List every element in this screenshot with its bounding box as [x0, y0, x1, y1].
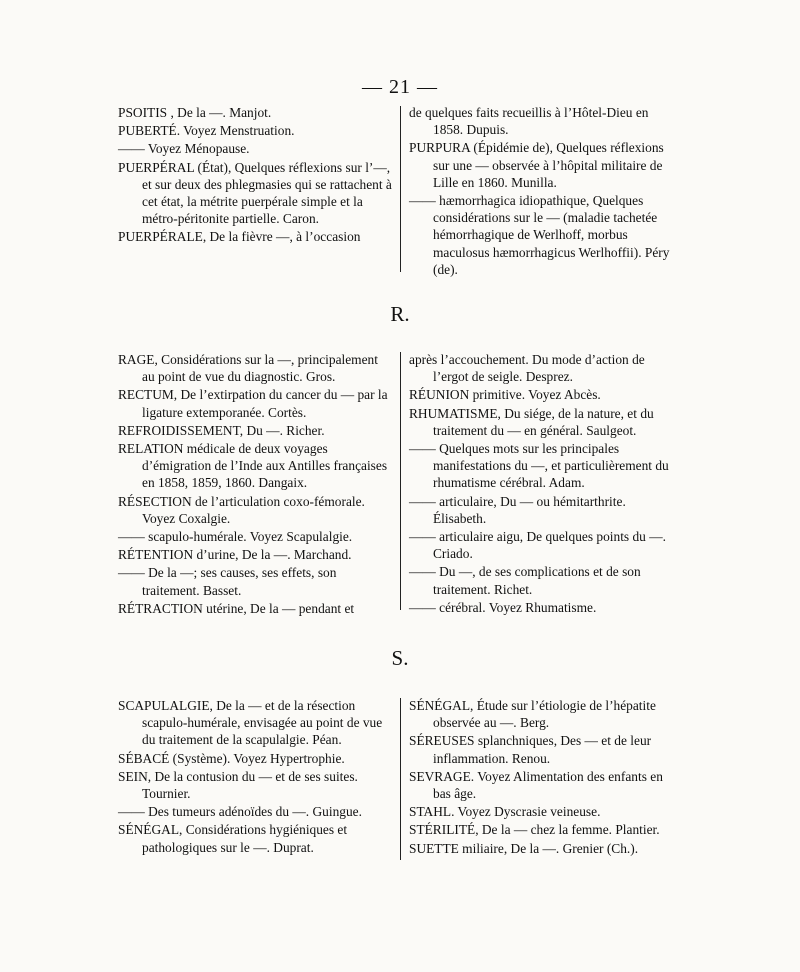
index-entry: STAHL. Voyez Dyscrasie veineuse. — [409, 804, 601, 820]
index-entry: REFROIDISSEMENT, Du —. Richer. — [118, 422, 325, 438]
index-entry: —— hæmorrhagica idiopathique, Quelques considérations sur le — (maladie tachetée hémorrhagique de Werlhoff, morbus maculosus hæmorrhagicus Werlhoffii). Péry (de). — [409, 193, 670, 277]
column-right-s — [409, 697, 681, 858]
index-entry: après l’accouchement. Du mode d’action de l’ergot de seigle. Desprez. — [409, 352, 645, 385]
index-entry: PUBERTÉ. Voyez Menstruation. — [118, 123, 295, 139]
index-entry: —— Quelques mots sur les principales manifestations du —, et particulièrement du rhumatisme cérébral. Adam. — [409, 441, 669, 491]
index-entry: de quelques faits recueillis à l’Hôtel-Dieu en 1858. Dupuis. — [409, 105, 649, 138]
section-letter-s: S. — [391, 646, 409, 670]
index-entry: SÉNÉGAL, Étude sur l’étiologie de l’hépatite observée au —. Berg. — [409, 698, 656, 731]
index-entry: —— Du —, de ses complications et de son traitement. Richet. — [409, 564, 641, 597]
column-divider — [400, 106, 401, 272]
index-entry: RÉUNION primitive. Voyez Abcès. — [409, 387, 601, 403]
index-entry: RÉTENTION d’urine, De la —. Marchand. — [118, 547, 352, 563]
column-right-r — [409, 351, 681, 617]
column-divider — [400, 352, 401, 610]
index-entry: PURPURA (Épidémie de), Quelques réflexions sur une — observée à l’hôpital militaire de Lille en 1860. Munilla. — [409, 140, 664, 190]
column-left-s — [118, 697, 392, 857]
index-entry: RELATION médicale de deux voyages d’émigration de l’Inde aux Antilles françaises en 1858, 1859, 1860. Dangaix. — [118, 441, 388, 491]
section-letter-r: R. — [390, 302, 410, 326]
index-entry: —— cérébral. Voyez Rhumatisme. — [409, 599, 597, 615]
page-number: — 21 — — [362, 76, 438, 98]
index-entry: —— Des tumeurs adénoïdes du —. Guingue. — [118, 804, 362, 820]
index-entry: SCAPULALGIE, De la — et de la résection scapulo-humérale, envisagée au point de vue du traitement de la scapulalgie. Péan. — [118, 698, 383, 748]
index-entry: RECTUM, De l’extirpation du cancer du — par la ligature extemporanée. Cortès. — [118, 387, 388, 420]
index-entry: RHUMATISME, Du siége, de la nature, et du traitement du — en général. Saulgeot. — [409, 405, 654, 438]
index-entry: —— articulaire aigu, De quelques points du —. Criado. — [409, 529, 666, 562]
index-entry: RAGE, Considérations sur la —, principalement au point de vue du diagnostic. Gros. — [118, 352, 378, 385]
index-entry: SÉREUSES splanchniques, Des — et de leur inflammation. Renou. — [409, 733, 652, 766]
index-entry: —— scapulo-humérale. Voyez Scapulalgie. — [118, 529, 353, 545]
index-entry: SÉBACÉ (Système). Voyez Hypertrophie. — [118, 750, 345, 766]
index-entry: —— articulaire, Du — ou hémitarthrite. Élisabeth. — [409, 493, 626, 526]
index-entry: RÉTRACTION utérine, De la — pendant et — [118, 600, 355, 616]
column-right-p — [409, 104, 681, 279]
index-entry: —— De la —; ses causes, ses effets, son traitement. Basset. — [118, 565, 337, 598]
index-entry: —— Voyez Ménopause. — [118, 141, 250, 157]
index-entry: PSOITIS , De la —. Manjot. — [118, 105, 272, 120]
index-entry: SEVRAGE. Voyez Alimentation des enfants en bas âge. — [409, 768, 663, 802]
index-entry: STÉRILITÉ, De la — chez la femme. Plantier. — [409, 822, 660, 838]
column-left-p — [118, 104, 392, 247]
index-entry: SEIN, De la contusion du — et de ses suites. Tournier. — [118, 768, 358, 802]
column-divider — [400, 698, 401, 860]
index-entry: SÉNÉGAL, Considérations hygiéniques et pathologiques sur le —. Duprat. — [118, 822, 348, 855]
index-entry: SUETTE miliaire, De la —. Grenier (Ch.). — [409, 840, 639, 856]
index-entry: PUERPÉRAL (État), Quelques réflexions sur l’—, et sur deux des phlegmasies qui se rattachent à cet état, la métrite puerpérale simple et la métro-péritonite partielle. Caron. — [118, 159, 392, 227]
index-entry: RÉSECTION de l’articulation coxo-fémorale. Voyez Coxalgie. — [118, 493, 365, 526]
column-left-r — [118, 351, 392, 618]
index-entry: PUERPÉRALE, De la fièvre —, à l’occasion — [118, 229, 361, 245]
